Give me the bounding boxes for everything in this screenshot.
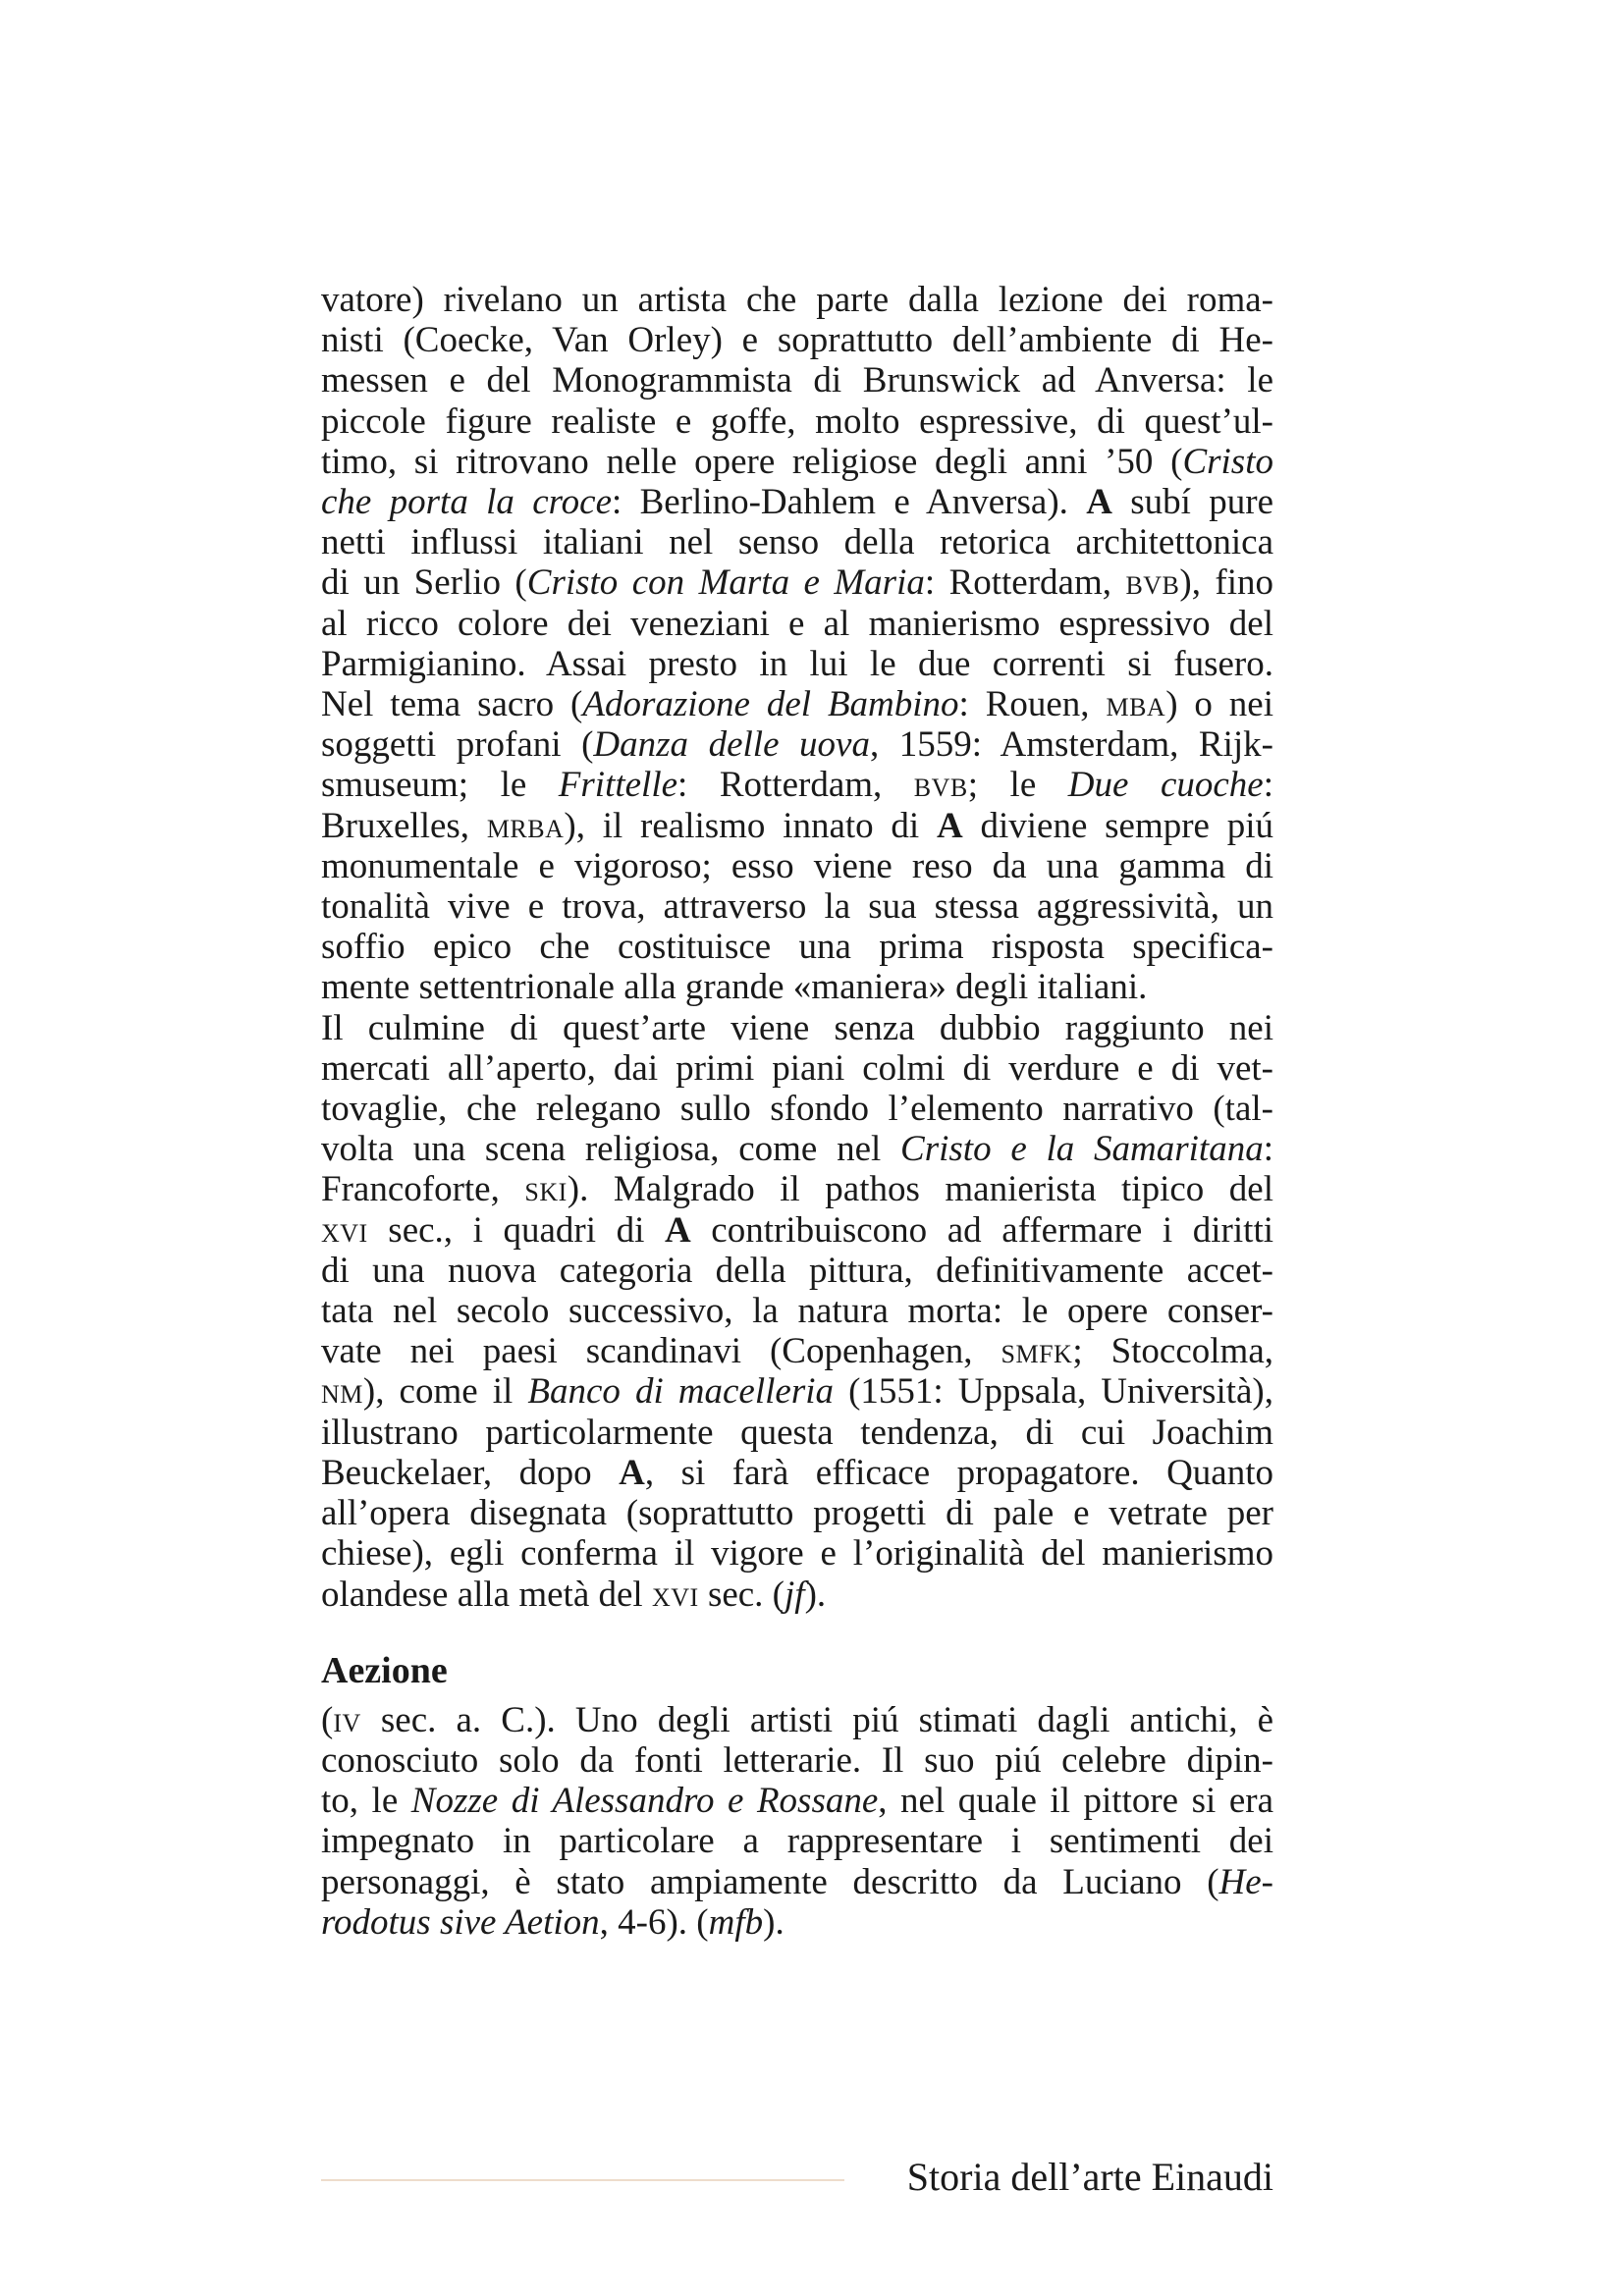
text-line <box>321 765 1273 805</box>
text-run: di una nuova categoria della pittura, definitivamente accet- <box>321 1250 1273 1291</box>
smallcaps-text: bvb <box>913 765 968 806</box>
text-run: all’opera disegnata (soprattutto progetti di pale e vetrate per <box>321 1493 1273 1534</box>
text-line <box>321 684 1273 724</box>
smallcaps-text: bvb <box>1125 562 1180 604</box>
bold-text: A <box>619 1452 645 1493</box>
text-run: illustrano particolarmente questa tendenza, di cui Joachim <box>321 1412 1273 1453</box>
text-run: , 4-6). ( <box>599 1901 709 1943</box>
footer-rule <box>321 2179 844 2181</box>
text-run: ; le <box>967 765 1068 806</box>
text-line <box>321 927 1273 967</box>
bold-text: A <box>936 805 963 846</box>
text-run: : Berlino-Dahlem e Anversa). <box>612 482 1087 523</box>
text-run: olandese alla metà del <box>321 1574 652 1615</box>
text-run: Il culmine di quest’arte viene senza dubbio raggiunto nei <box>321 1007 1273 1048</box>
text-run: timo, si ritrovano nelle opere religiose degli anni ’50 ( <box>321 441 1183 482</box>
text-run: tovaglie, che relegano sullo sfondo l’elemento narrativo (tal- <box>321 1089 1273 1130</box>
bold-text: A <box>1086 482 1112 523</box>
text-line <box>321 1781 1273 1821</box>
text-line <box>321 482 1273 522</box>
entry-paragraph <box>321 1700 1273 1943</box>
italic-text: jf <box>784 1574 805 1615</box>
text-line <box>321 360 1273 400</box>
text-run: sec. a. C.). Uno degli artisti piú stimati dagli antichi, è <box>360 1699 1273 1740</box>
text-run: di un Serlio ( <box>321 562 527 604</box>
smallcaps-text: mrba <box>486 805 565 846</box>
text-line <box>321 967 1273 1007</box>
text-line <box>321 886 1273 927</box>
text-line <box>321 1575 1273 1615</box>
text-line <box>321 1291 1273 1331</box>
text-line <box>321 1008 1273 1048</box>
smallcaps-text: nm <box>321 1371 363 1413</box>
text-run: Parmigianino. Assai presto in lui le due correnti si fusero. <box>321 643 1273 684</box>
italic-text: mfb <box>708 1901 764 1943</box>
body-paragraphs <box>321 280 1273 1615</box>
text-run: tata nel secolo successivo, la natura morta: le opere conser- <box>321 1291 1273 1332</box>
text-run: diviene sempre piú <box>962 805 1273 846</box>
italic-text: che porta la croce <box>321 482 613 523</box>
text-line <box>321 401 1273 442</box>
text-line <box>321 1048 1273 1089</box>
text-run: messen e del Monogrammista di Brunswick ad Anversa: le <box>321 360 1273 401</box>
text-run: ( <box>321 1699 334 1740</box>
text-run: ; Stoccolma, <box>1072 1331 1274 1372</box>
text-line <box>321 1740 1273 1781</box>
text-run: ) o nei <box>1165 684 1273 725</box>
italic-text: Banco di macelleria <box>527 1371 835 1413</box>
text-run: , si farà efficace propagatore. Quanto <box>644 1452 1273 1493</box>
text-line <box>321 522 1273 562</box>
footer-publisher: Storia dell’arte Einaudi <box>906 2155 1273 2199</box>
smallcaps-text: iv <box>333 1699 361 1740</box>
text-line <box>321 1700 1273 1740</box>
text-run: sec. ( <box>698 1574 785 1615</box>
entry-heading: Aezione <box>321 1649 448 1691</box>
text-run: al ricco colore dei veneziani e al manierismo espressivo del <box>321 603 1273 644</box>
text-run: vate nei paesi scandinavi (Copenhagen, <box>321 1331 1001 1372</box>
text-run: to, le <box>321 1781 411 1822</box>
italic-text: Danza delle uova <box>593 724 870 766</box>
text-line <box>321 442 1273 482</box>
text-run: soggetti profani ( <box>321 724 594 766</box>
text-run: sec., i quadri di <box>367 1209 665 1251</box>
text-run: , nel quale il pittore si era <box>878 1781 1273 1822</box>
text-run: Bruxelles, <box>321 805 487 846</box>
text-line <box>321 1902 1273 1943</box>
smallcaps-text: xvi <box>321 1209 368 1251</box>
text-line <box>321 846 1273 886</box>
text-run: piccole figure realiste e goffe, molto espressive, di quest’ul- <box>321 400 1273 442</box>
text-run: ). <box>763 1901 784 1943</box>
text-line <box>321 1251 1273 1291</box>
text-run: personaggi, è stato ampiamente descritto da Luciano ( <box>321 1861 1219 1902</box>
text-run: volta una scena religiosa, come nel <box>321 1129 901 1170</box>
text-line <box>321 1371 1273 1412</box>
text-run: impegnato in particolare a rappresentare i sentimenti dei <box>321 1821 1273 1862</box>
text-run: mente settentrionale alla grande «maniera» degli italiani. <box>321 967 1148 1008</box>
text-line <box>321 604 1273 644</box>
text-run: subí pure <box>1111 482 1273 523</box>
text-run: chiese), egli conferma il vigore e l’originalità del manierismo <box>321 1533 1273 1575</box>
text-run: Beuckelaer, dopo <box>321 1452 620 1493</box>
text-line <box>321 806 1273 846</box>
text-line <box>321 1129 1273 1169</box>
italic-text: He- <box>1218 1861 1273 1902</box>
text-run: monumentale e vigoroso; esso viene reso da una gamma di <box>321 845 1273 886</box>
text-run: : <box>1263 1129 1273 1170</box>
text-line <box>321 1169 1273 1209</box>
text-run: vatore) rivelano un artista che parte dalla lezione dei roma- <box>321 280 1273 320</box>
italic-text: Cristo <box>1182 441 1273 482</box>
text-run: smuseum; le <box>321 765 559 806</box>
italic-text: Adorazione del Bambino <box>582 684 959 725</box>
text-line <box>321 1331 1273 1371</box>
text-run: Nel tema sacro ( <box>321 684 583 725</box>
text-run: : Rouen, <box>958 684 1107 725</box>
text-line <box>321 644 1273 684</box>
text-line <box>321 1089 1273 1129</box>
text-line <box>321 1493 1273 1533</box>
text-run: nisti (Coecke, Van Orley) e soprattutto dell’ambiente di He- <box>321 320 1273 361</box>
italic-text: Frittelle <box>558 765 678 806</box>
text-run: soffio epico che costituisce una prima risposta specifica- <box>321 927 1273 968</box>
text-run: ). <box>804 1574 827 1615</box>
text-line <box>321 1413 1273 1453</box>
text-run: netti influssi italiani nel senso della retorica architettonica <box>321 522 1273 563</box>
text-run: ), il realismo innato di <box>564 805 937 846</box>
text-column <box>321 280 1273 1943</box>
text-line <box>321 1862 1273 1902</box>
text-run: contribuiscono ad affermare i diritti <box>690 1209 1273 1251</box>
italic-text: Cristo con Marta e Maria <box>526 562 925 604</box>
italic-text: Due cuoche <box>1067 765 1264 806</box>
text-line <box>321 724 1273 765</box>
text-line <box>321 1210 1273 1251</box>
text-line <box>321 280 1273 320</box>
text-run: mercati all’aperto, dai primi piani colmi di verdure e di vet- <box>321 1047 1273 1089</box>
text-run: : <box>1263 765 1273 806</box>
smallcaps-text: xvi <box>651 1574 699 1615</box>
bold-text: A <box>664 1209 691 1251</box>
italic-text: Cristo e la Samaritana <box>900 1129 1264 1170</box>
text-run: , 1559: Amsterdam, Rijk- <box>869 724 1273 766</box>
text-line <box>321 1453 1273 1493</box>
text-run: (1551: Uppsala, Università), <box>834 1371 1273 1413</box>
smallcaps-text: smfk <box>1001 1331 1073 1372</box>
text-line <box>321 1821 1273 1861</box>
smallcaps-text: mba <box>1106 684 1166 725</box>
text-run: conosciuto solo da fonti letterarie. Il suo piú celebre dipin- <box>321 1739 1273 1781</box>
text-line <box>321 320 1273 360</box>
text-run: : Rotterdam, <box>677 765 914 806</box>
smallcaps-text: ski <box>524 1169 568 1210</box>
text-line <box>321 562 1273 603</box>
text-run: ). Malgrado il pathos manierista tipico del <box>567 1169 1273 1210</box>
text-run: Francoforte, <box>321 1169 525 1210</box>
italic-text: rodotus sive Aetion <box>321 1901 600 1943</box>
text-line <box>321 1533 1273 1574</box>
text-run: ), fino <box>1179 562 1274 604</box>
text-run: ), come il <box>362 1371 528 1413</box>
text-run: : Rotterdam, <box>924 562 1126 604</box>
italic-text: Nozze di Alessandro e Rossane <box>410 1781 879 1822</box>
text-run: tonalità vive e trova, attraverso la sua stessa aggressività, un <box>321 886 1273 928</box>
